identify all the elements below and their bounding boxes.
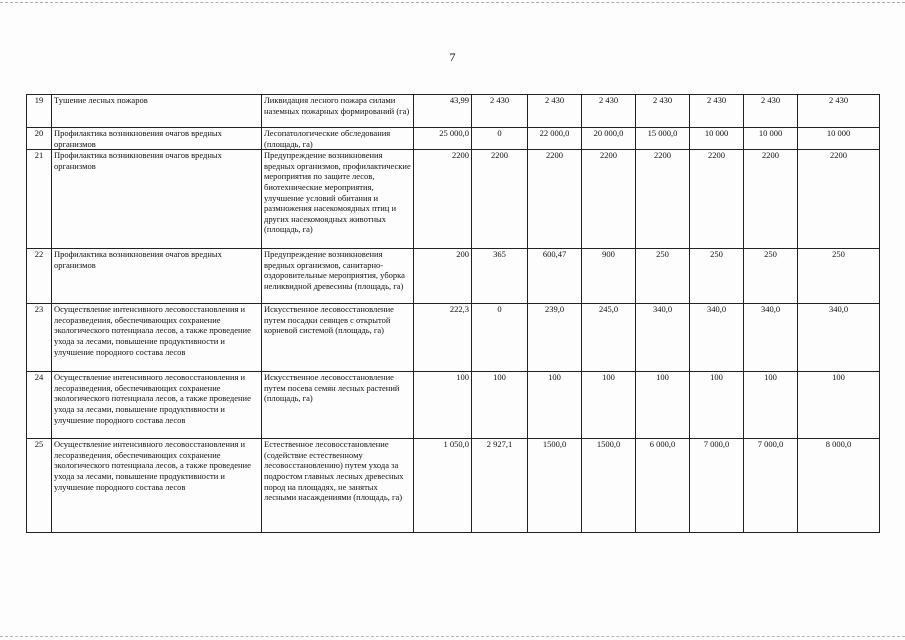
page-number: 7: [449, 50, 456, 64]
row-value: 22 000,0: [528, 128, 582, 150]
row-value: 2200: [528, 150, 582, 249]
row-value: 222,3: [414, 304, 472, 372]
row-value: 2 430: [472, 95, 528, 128]
row-value: 250: [744, 249, 798, 304]
row-value: 0: [472, 304, 528, 372]
row-measure: Ликвидация лесного пожара силами наземных пожарных формирований (га): [262, 95, 414, 128]
row-value: 2200: [582, 150, 636, 249]
row-value: 2200: [744, 150, 798, 249]
row-value: 100: [528, 372, 582, 439]
row-measure: Искусственное лесовосстановление путем посева семян лесных растений (площадь, га): [262, 372, 414, 439]
row-value: 100: [472, 372, 528, 439]
row-value: 100: [414, 372, 472, 439]
table-row: [27, 95, 880, 128]
row-value: 250: [636, 249, 690, 304]
row-value: 2 430: [744, 95, 798, 128]
row-activity: Профилактика возникновения очагов вредных организмов: [52, 150, 262, 249]
row-activity: Осуществление интенсивного лесовосстановления и лесоразведения, обеспечивающих сохранение экологического потенциала лесов, а также проведение ухода за лесами, повышение продуктивности и улучшение породного состава лесов: [52, 304, 262, 372]
row-activity: Тушение лесных пожаров: [52, 95, 262, 128]
row-value: 340,0: [636, 304, 690, 372]
table-body: [27, 95, 880, 533]
row-value: 250: [690, 249, 744, 304]
row-value: 7 000,0: [744, 439, 798, 533]
row-value: 43,99: [414, 95, 472, 128]
row-number: 19: [27, 95, 52, 128]
row-activity: Профилактика возникновения очагов вредных организмов: [52, 128, 262, 150]
row-activity: Осуществление интенсивного лесовосстановления и лесоразведения, обеспечивающих сохранение экологического потенциала лесов, а также проведение ухода за лесами, повышение продуктивности и улучшение породного состава лесов: [52, 372, 262, 439]
row-value: 10 000: [690, 128, 744, 150]
row-measure: Лесопатологические обследования (площадь, га): [262, 128, 414, 150]
row-value: 7 000,0: [690, 439, 744, 533]
row-value: 600,47: [528, 249, 582, 304]
row-number: 22: [27, 249, 52, 304]
row-value: 2 430: [690, 95, 744, 128]
row-value: 100: [582, 372, 636, 439]
scan-top-edge: [0, 2, 905, 3]
row-value: 1500,0: [528, 439, 582, 533]
row-value: 2200: [798, 150, 880, 249]
row-value: 15 000,0: [636, 128, 690, 150]
row-number: 23: [27, 304, 52, 372]
row-value: 340,0: [690, 304, 744, 372]
row-value: 10 000: [798, 128, 880, 150]
measures-table: [26, 94, 880, 533]
row-value: 0: [472, 128, 528, 150]
row-value: 20 000,0: [582, 128, 636, 150]
table-row: [27, 304, 880, 372]
row-value: 340,0: [744, 304, 798, 372]
row-value: 2 927,1: [472, 439, 528, 533]
row-measure: Предупреждение возникновения вредных организмов, санитарно-оздоровительные мероприятия, уборка неликвидной древесины (площадь, га): [262, 249, 414, 304]
row-value: 100: [798, 372, 880, 439]
table-row: [27, 439, 880, 533]
row-activity: Осуществление интенсивного лесовосстановления и лесоразведения, обеспечивающих сохранение экологического потенциала лесов, а также проведение ухода за лесами, повышение продуктивности и улучшение породного состава лесов: [52, 439, 262, 533]
row-value: 2200: [414, 150, 472, 249]
row-value: 8 000,0: [798, 439, 880, 533]
row-value: 100: [690, 372, 744, 439]
row-value: 2 430: [528, 95, 582, 128]
row-value: 200: [414, 249, 472, 304]
row-value: 2 430: [582, 95, 636, 128]
row-value: 245,0: [582, 304, 636, 372]
row-value: 1500,0: [582, 439, 636, 533]
row-value: 900: [582, 249, 636, 304]
row-value: 239,0: [528, 304, 582, 372]
row-value: 6 000,0: [636, 439, 690, 533]
row-number: 24: [27, 372, 52, 439]
table-row: [27, 249, 880, 304]
table-row: [27, 128, 880, 150]
row-activity: Профилактика возникновения очагов вредных организмов: [52, 249, 262, 304]
row-measure: Предупреждение возникновения вредных организмов, профилактические мероприятия по защите лесов, биотехнические мероприятия, улучшение условий обитания и размножения насекомоядных птиц и других насекомоядных животных (площадь, га): [262, 150, 414, 249]
row-value: 2 430: [798, 95, 880, 128]
table-row: [27, 150, 880, 249]
row-number: 20: [27, 128, 52, 150]
row-value: 365: [472, 249, 528, 304]
row-number: 21: [27, 150, 52, 249]
table-row: [27, 372, 880, 439]
row-value: 250: [798, 249, 880, 304]
row-value: 340,0: [798, 304, 880, 372]
row-value: 2200: [636, 150, 690, 249]
row-value: 2200: [472, 150, 528, 249]
row-value: 25 000,0: [414, 128, 472, 150]
row-value: 2 430: [636, 95, 690, 128]
row-value: 1 050,0: [414, 439, 472, 533]
row-value: 100: [636, 372, 690, 439]
row-number: 25: [27, 439, 52, 533]
row-value: 100: [744, 372, 798, 439]
row-measure: Естественное лесовосстановление (содействие естественному лесовосстановлению) путем ухода за подростом главных лесных древесных пород на площадях, не занятых лесными насаждениями (площадь, га): [262, 439, 414, 533]
row-measure: Искусственное лесовосстановление путем посадки сеянцев с открытой корневой системой (площадь, га): [262, 304, 414, 372]
scan-bottom-edge: [0, 636, 905, 637]
row-value: 2200: [690, 150, 744, 249]
row-value: 10 000: [744, 128, 798, 150]
